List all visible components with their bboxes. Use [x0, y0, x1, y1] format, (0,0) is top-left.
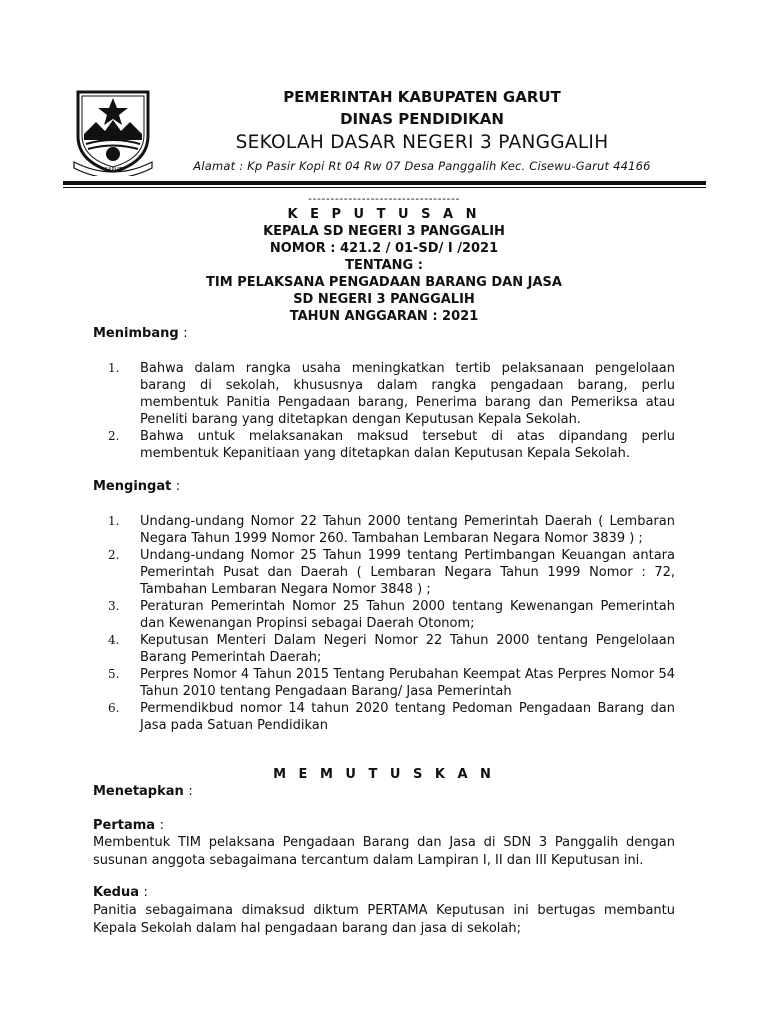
- mengingat-list: [108, 513, 675, 734]
- title-issuer: KEPALA SD NEGERI 3 PANGGALIH: [263, 224, 505, 239]
- kedua-heading: Kedua :: [93, 885, 148, 900]
- title-keputusan: K E P U T U S A N: [287, 207, 481, 222]
- header-divider-thin: [63, 187, 706, 188]
- title-subject: TIM PELAKSANA PENGADAAN BARANG DAN JASA: [206, 275, 562, 290]
- list-item: 5. Perpres Nomor 4 Tahun 2015 Tentang Perubahan Keempat Atas Perpres Nomor 54 Tahun 2010 tentang Pengadaan Barang/ Jasa Pemerintah: [108, 667, 675, 699]
- title-number: NOMOR : 421.2 / 01-SD/ I /2021: [269, 241, 499, 256]
- memutuskan-heading: M E M U T U S K A N: [273, 767, 495, 782]
- kedua-text: Panitia sebagaimana dimaksud diktum PERTAMA Keputusan ini bertugas membantu Kepala Sekolah dalam hal pengadaan barang dan jasa di sekolah;: [93, 903, 675, 936]
- list-item: 1. Undang-undang Nomor 22 Tahun 2000 tentang Pemerintah Daerah ( Lembaran Negara Tahun 1999 Nomor 260. Tambahan Lembaran Negara Nomor 3839 ) ;: [108, 514, 675, 546]
- mengingat-heading: Mengingat :: [93, 479, 181, 494]
- pertama-text: Membentuk TIM pelaksana Pengadaan Barang dan Jasa di SDN 3 Panggalih dengan susunan anggota sebagaimana tercantum dalam Lampiran I, II dan III Keputusan ini.: [93, 835, 675, 868]
- title-school: SD NEGERI 3 PANGGALIH: [293, 292, 475, 307]
- list-item: 2. Undang-undang Nomor 25 Tahun 1999 tentang Pertimbangan Keuangan antara Pemerintah Pusat dan Daerah ( Lembaran Negara Tahun 1999 Nomor : 72, Tambahan Lembaran Negara Nomor 3848 ) ;: [108, 548, 675, 597]
- title-fiscal-year: TAHUN ANGGARAN : 2021: [289, 309, 479, 324]
- logo-ribbon-text: GARUT: [104, 167, 122, 173]
- title-tentang: TENTANG :: [345, 258, 423, 273]
- list-item: 3. Peraturan Pemerintah Nomor 25 Tahun 2000 tentang Kewenangan Pemerintah dan Kewenangan Propinsi sebagai Daerah Otonom;: [108, 599, 675, 631]
- list-item: 6. Permendikbud nomor 14 tahun 2020 tentang Pedoman Pengadaan Barang dan Jasa pada Satuan Pendidikan: [108, 701, 675, 733]
- menimbang-heading: Menimbang :: [93, 326, 188, 341]
- header-school-name: SEKOLAH DASAR NEGERI 3 PANGGALIH: [235, 132, 609, 153]
- list-item: 1. Bahwa dalam rangka usaha meningkatkan tertib pelaksanaan pengelolaan barang di sekolah, khususnya dalam rangka pengadaan barang, perlu membentuk Panitia Pengadaan barang, Penerima barang dan Pemeriksa atau Peneliti barang yang ditetapkan dengan Keputusan Kepala Sekolah.: [108, 361, 675, 427]
- header-address: Alamat : Kp Pasir Kopi Rt 04 Rw 07 Desa Panggalih Kec. Cisewu-Garut 44166: [193, 159, 651, 173]
- header-government: PEMERINTAH KABUPATEN GARUT: [283, 88, 561, 106]
- menimbang-list: [108, 360, 675, 462]
- header-department: DINAS PENDIDIKAN: [340, 110, 504, 128]
- list-item: 2. Bahwa untuk melaksanakan maksud tersebut di atas dipandang perlu membentuk Kepanitiaan yang ditetapkan dalan Keputusan Kepala Sekolah.: [108, 429, 675, 461]
- menetapkan-heading: Menetapkan :: [93, 784, 193, 799]
- header-divider-thick: [63, 181, 706, 185]
- pertama-heading: Pertama :: [93, 818, 164, 833]
- list-item: 4. Keputusan Menteri Dalam Negeri Nomor 22 Tahun 2000 tentang Pengelolaan Barang Pemerintah Daerah;: [108, 633, 675, 665]
- separator-dashes: ----------------------------------: [308, 192, 460, 205]
